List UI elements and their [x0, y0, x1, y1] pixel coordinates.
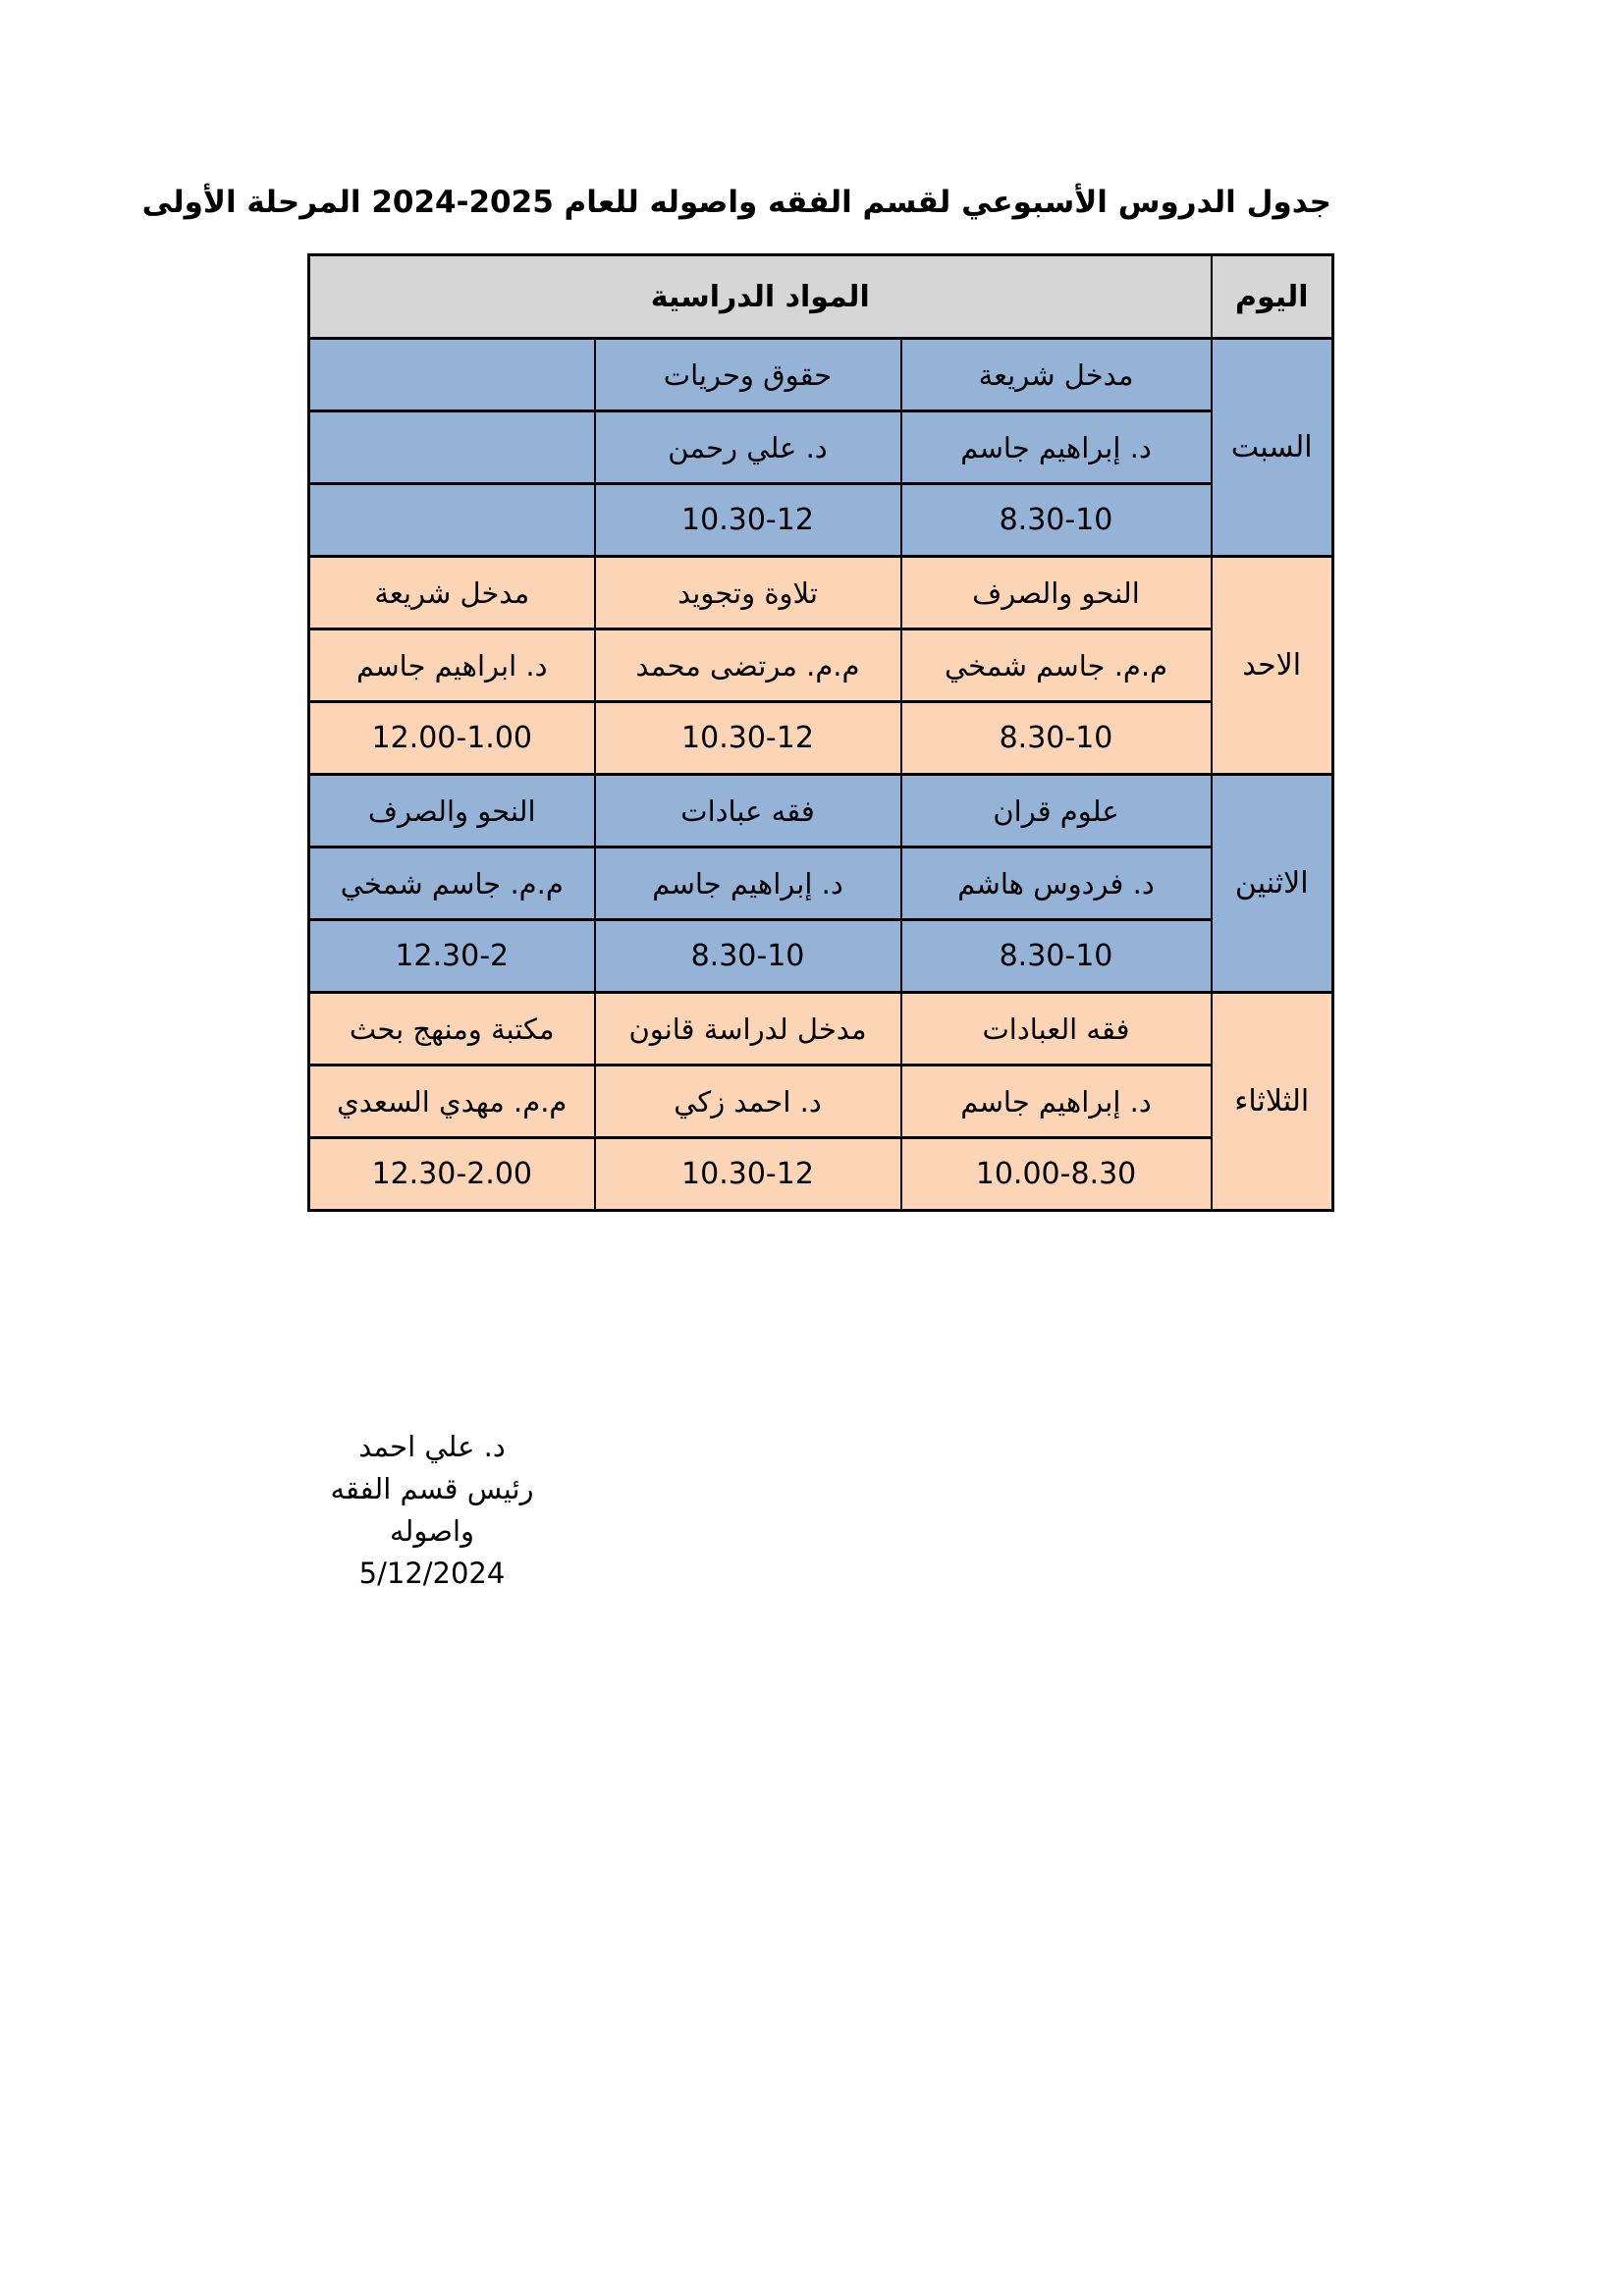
teacher-cell: م.م. مهدي السعدي [309, 1066, 595, 1138]
teacher-cell: د. فردوس هاشم [901, 847, 1212, 920]
day-block-sunday [309, 557, 1333, 775]
teacher-cell: د. علي رحمن [595, 411, 901, 484]
day-name-cell: الاثنين [1212, 775, 1333, 993]
teacher-cell: د. احمد زكي [595, 1066, 901, 1138]
time-cell: 12.30-2.00 [309, 1138, 595, 1211]
time-cell: 10.30-12 [595, 484, 901, 557]
signature-name: د. علي احمد [358, 1430, 506, 1463]
table-row [309, 1066, 1333, 1138]
table-row [309, 1138, 1333, 1211]
signature-role: رئيس قسم الفقه واصوله [330, 1472, 534, 1548]
schedule-title: جدول الدروس الأسبوعي لقسم الفقه واصوله للعام 2025-2024 المرحلة الأولى [141, 185, 1331, 220]
time-cell: 10.30-12 [595, 1138, 901, 1211]
table-row [309, 920, 1333, 993]
day-block-saturday [309, 339, 1333, 557]
teacher-cell: د. إبراهيم جاسم [901, 1066, 1212, 1138]
subject-cell: مدخل لدراسة قانون [595, 993, 901, 1066]
signature-block [309, 1426, 555, 1595]
teacher-cell [309, 411, 595, 484]
signature-date: 5/12/2024 [358, 1557, 506, 1590]
day-name-cell: السبت [1212, 339, 1333, 557]
time-cell: 10.00-8.30 [901, 1138, 1212, 1211]
table-header-row [309, 255, 1333, 339]
day-block-tuesday [309, 993, 1333, 1211]
day-name-cell: الثلاثاء [1212, 993, 1333, 1211]
table-row [309, 775, 1333, 847]
time-cell: 8.30-10 [901, 920, 1212, 993]
teacher-cell: م.م. جاسم شمخي [901, 629, 1212, 702]
day-column-header: اليوم [1212, 255, 1333, 339]
table-row [309, 411, 1333, 484]
time-cell: 12.00-1.00 [309, 702, 595, 775]
time-cell: 10.30-12 [595, 702, 901, 775]
subject-cell: مكتبة ومنهج بحث [309, 993, 595, 1066]
table-row [309, 993, 1333, 1066]
subject-cell: النحو والصرف [309, 775, 595, 847]
table-row [309, 847, 1333, 920]
subject-cell: علوم قران [901, 775, 1212, 847]
subject-cell: حقوق وحريات [595, 339, 901, 411]
day-block-monday [309, 775, 1333, 993]
subject-cell: فقه العبادات [901, 993, 1212, 1066]
time-cell: 8.30-10 [901, 702, 1212, 775]
table-row [309, 629, 1333, 702]
time-cell [309, 484, 595, 557]
subject-cell: تلاوة وتجويد [595, 557, 901, 629]
subject-cell [309, 339, 595, 411]
time-cell: 12.30-2 [309, 920, 595, 993]
teacher-cell: م.م. جاسم شمخي [309, 847, 595, 920]
table-row [309, 702, 1333, 775]
time-cell: 8.30-10 [901, 484, 1212, 557]
subject-cell: مدخل شريعة [901, 339, 1212, 411]
table-row [309, 484, 1333, 557]
table-row [309, 339, 1333, 411]
teacher-cell: م.م. مرتضى محمد [595, 629, 901, 702]
subject-cell: النحو والصرف [901, 557, 1212, 629]
teacher-cell: د. إبراهيم جاسم [901, 411, 1212, 484]
table-row [309, 557, 1333, 629]
schedule-table [307, 253, 1334, 1212]
time-cell: 8.30-10 [595, 920, 901, 993]
teacher-cell: د. ابراهيم جاسم [309, 629, 595, 702]
day-name-cell: الاحد [1212, 557, 1333, 775]
subject-cell: فقه عبادات [595, 775, 901, 847]
subjects-column-header: المواد الدراسية [309, 255, 1212, 339]
subject-cell: مدخل شريعة [309, 557, 595, 629]
teacher-cell: د. إبراهيم جاسم [595, 847, 901, 920]
